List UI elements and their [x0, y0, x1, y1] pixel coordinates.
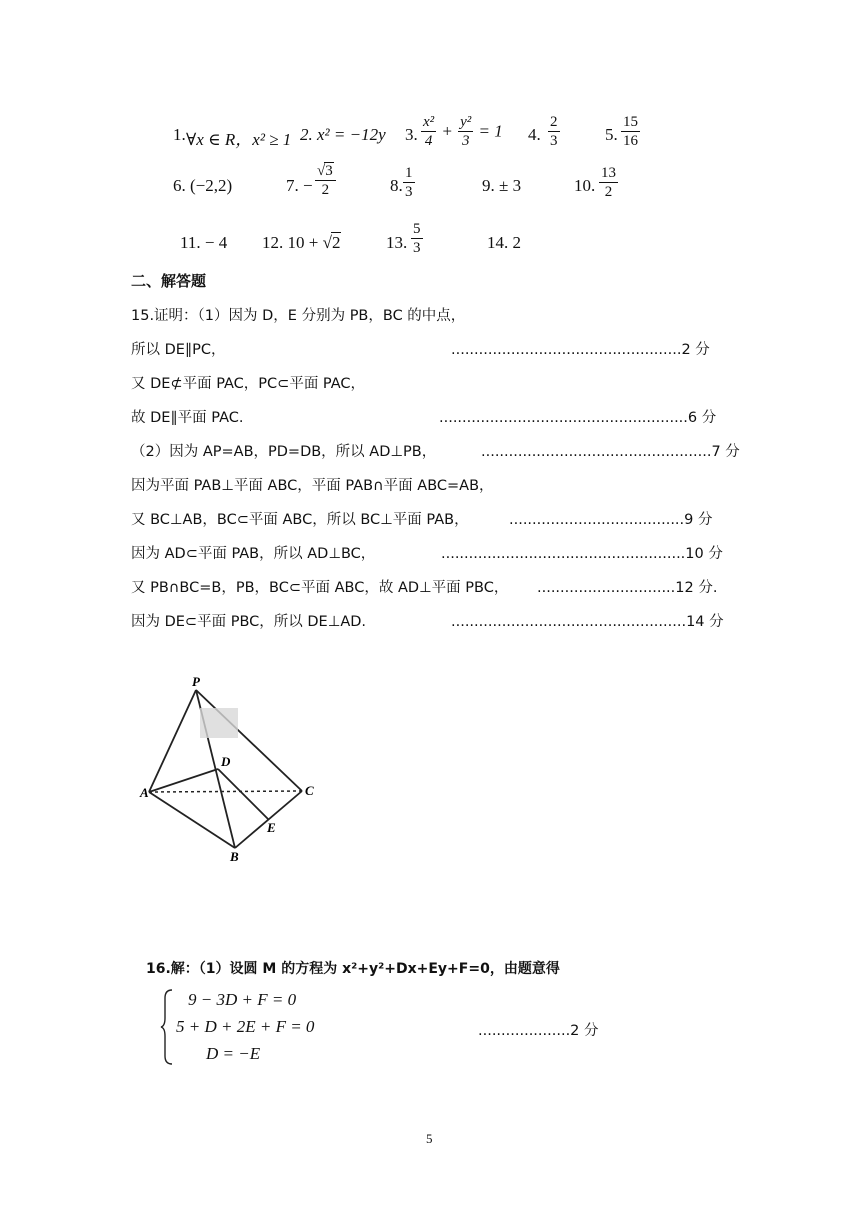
- answer-7: $\frac{√3}{2}$: [314, 162, 337, 199]
- q15-score-2: ..................................................2 分: [451, 342, 710, 358]
- answer-14: 14. 2: [487, 233, 521, 252]
- q15-line-1: 15.证明：（1）因为 D，E 分别为 PB，BC 的中点，: [131, 308, 466, 324]
- answer-3-expr: $\frac{\text{x²}}{4}$ + $\frac{\text{y²}}{3}$ = 1: [423, 114, 503, 149]
- q15-line-7: 又 BC⊥AB，BC⊂平面 ABC，所以 BC⊥平面 PAB， ......................................9 分: [131, 508, 731, 530]
- edge-ab: [149, 792, 235, 848]
- smudge-mark: [200, 708, 238, 738]
- answer-2: 2. x² = −12y: [300, 125, 386, 144]
- figure-label-b: B: [230, 849, 239, 864]
- answer-4-number: 4.: [528, 125, 541, 144]
- figure-label-a: A: [140, 785, 149, 800]
- answer-3-number: 3.: [405, 125, 418, 144]
- q15-score-10: .....................................................10 分: [441, 546, 723, 562]
- q15-line-5: （2）因为 AP=AB，PD=DB，所以 AD⊥PB， ..................................................7 分: [131, 440, 731, 462]
- edge-pc: [196, 690, 302, 791]
- q15-score-7: ..................................................7 分: [481, 444, 740, 460]
- answer-1-number: 1.: [173, 125, 186, 144]
- answer-10: $\frac{13}{2}$: [601, 165, 616, 200]
- page-number: 5: [426, 1131, 433, 1146]
- left-brace-icon: [160, 988, 174, 1066]
- q15-line-8: 因为 AD⊂平面 PAB，所以 AD⊥BC， .....................................................10 分: [131, 542, 731, 564]
- q15-line-9: 又 PB∩BC=B，PB，BC⊂平面 ABC，故 AD⊥平面 PBC， ..............................12 分.: [131, 576, 731, 598]
- edge-ac-hidden: [149, 791, 302, 792]
- q16-score-2: ....................2 分: [478, 1023, 599, 1039]
- answer-5-number: 5.: [605, 125, 618, 144]
- pyramid-figure: [130, 670, 340, 870]
- q15-score-9: ......................................9 分: [509, 512, 713, 528]
- answer-5: $\frac{15}{16}$: [623, 114, 638, 149]
- answer-11: 11. − 4: [180, 233, 228, 252]
- q15-score-12: ..............................12 分.: [537, 580, 718, 596]
- figure-label-e: E: [267, 820, 276, 835]
- segment-ad: [149, 769, 218, 792]
- q16-line-1: 16.解：（1）设圆 M 的方程为 x²+y²+Dx+Ey+F=0，由题意得: [146, 961, 560, 977]
- answer-13-number: 13.: [386, 233, 408, 252]
- q15-line-3: 又 DE⊄平面 PAC，PC⊂平面 PAC，: [131, 376, 366, 392]
- q16-equation-2: 5 + D + 2E + F = 0: [176, 1017, 315, 1036]
- answer-10-number: 10.: [574, 176, 596, 195]
- answer-13: $\frac{5}{3}$: [413, 221, 421, 256]
- q15-score-14: ...................................................14 分: [451, 614, 724, 630]
- q15-line-10: 因为 DE⊂平面 PBC，所以 DE⊥AD. ...................................................14 分: [131, 610, 731, 632]
- q15-line-6: 因为平面 PAB⊥平面 ABC，平面 PAB∩平面 ABC=AB，: [131, 478, 494, 494]
- answer-8-number: 8.: [390, 176, 403, 195]
- edge-pa: [149, 690, 196, 792]
- answer-6: 6. (−2,2): [173, 176, 233, 195]
- figure-label-d: D: [221, 754, 231, 769]
- figure-label-p: P: [192, 674, 200, 689]
- section-title: 二、解答题: [131, 272, 207, 290]
- q15-line-2: 所以 DE∥PC， ..................................................2 分: [131, 338, 731, 360]
- answer-1: ∀x ∈ R，x² ≥ 1: [186, 130, 292, 149]
- figure-label-c: C: [305, 783, 314, 798]
- answer-4: $\frac{2}{3}$: [550, 114, 558, 149]
- answer-7-number: 7. −: [286, 176, 313, 195]
- q16-equation-1: 9 − 3D + F = 0: [188, 990, 297, 1009]
- q15-score-6: ......................................................6 分: [439, 410, 717, 426]
- q16-equation-3: D = −E: [206, 1044, 261, 1063]
- answer-8: $\frac{1}{3}$: [405, 165, 413, 200]
- answer-12: 12. 10 + √2: [262, 233, 341, 252]
- answer-9: 9. ± 3: [482, 176, 522, 195]
- q15-line-4: 故 DE∥平面 PAC. ......................................................6 分: [131, 406, 731, 428]
